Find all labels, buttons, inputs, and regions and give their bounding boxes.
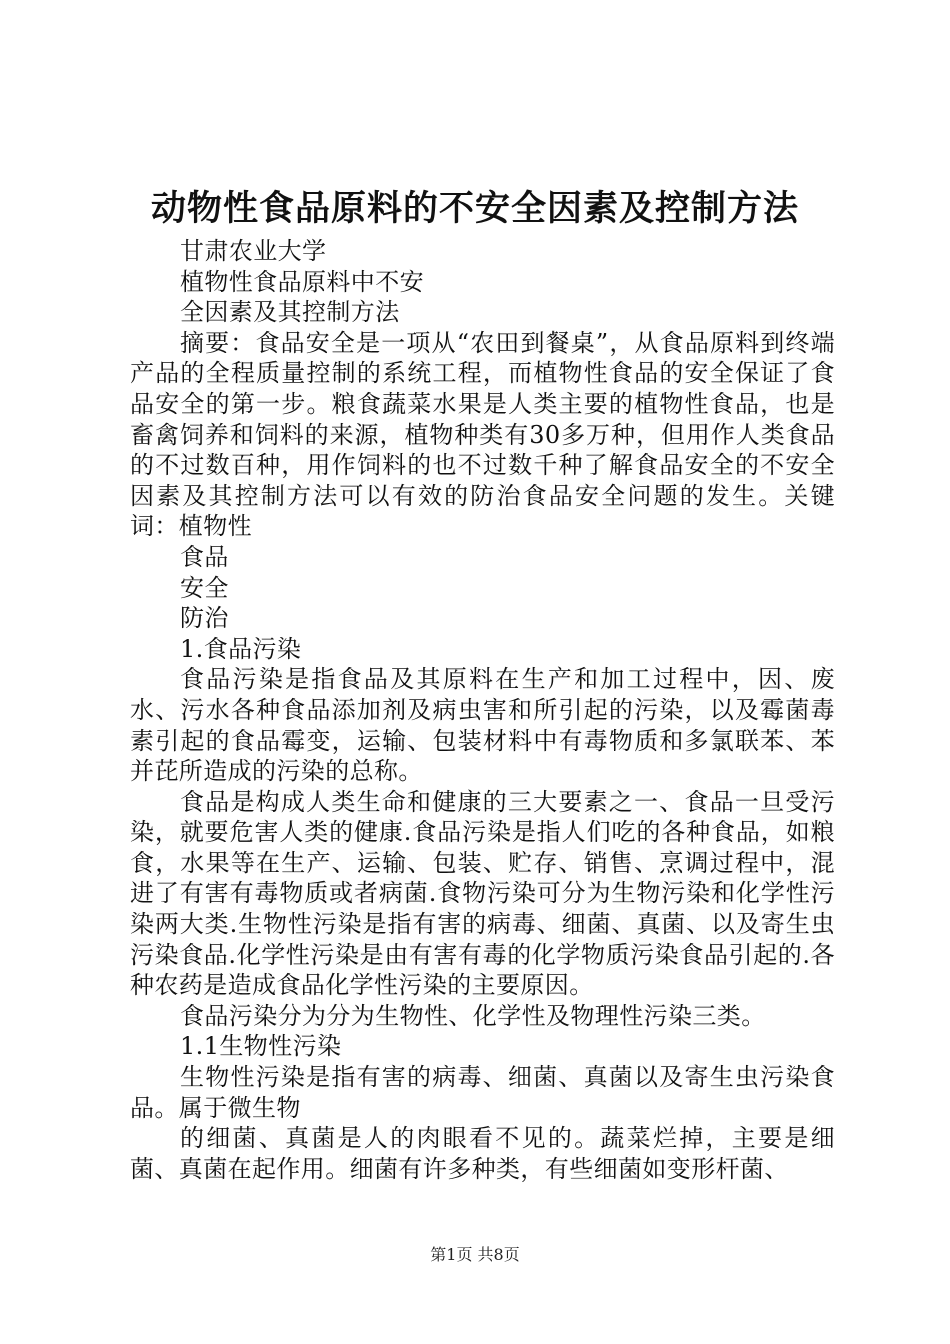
page-footer: 第1页 共8页 [430, 1245, 520, 1264]
keyword-safety: 安全 [180, 573, 229, 602]
section-1-paragraph-1: 食品污染是指食品及其原料在生产和加工过程中，因、废水、污水各种食品添加剂及病虫害和所引起的污染，以及霉菌毒素引起的食品霉变，运输、包装材料中有毒物质和多氯联苯、苯并芘所造成的污染的总称。 [130, 665, 835, 786]
subtitle-line-2: 全因素及其控制方法 [180, 298, 400, 327]
author-affiliation: 甘肃农业大学 [180, 237, 327, 265]
section-1-paragraph-2: 食品是构成人类生命和健康的三大要素之一、食品一旦受污染，就要危害人类的健康.食品污染是指人们吃的各种食品，如粮食，水果等在生产、运输、包装、贮存、销售、烹调过程中，混进了有害有毒物质或者病菌.食物污染可分为生物污染和化学性污染两大类.生物性污染是指有害的病毒、细菌、真菌、以及寄生虫污染食品.化学性污染是由有害有毒的化学物质污染食品引起的.各种农药是造成食品化学性污染的主要原因。 [130, 787, 835, 1000]
section-1-paragraph-3: 食品污染分为分为生物性、化学性及物理性污染三类。 [180, 1001, 766, 1030]
keyword-prevention: 防治 [180, 604, 229, 633]
keyword-food: 食品 [180, 542, 229, 571]
section-heading-1-1: 1.1生物性污染 [180, 1032, 342, 1061]
document-body [130, 236, 835, 1184]
section-1-1-paragraph-2: 的细菌、真菌是人的肉眼看不见的。蔬菜烂掉，主要是细菌、真菌在起作用。细菌有许多种类，有些细菌如变形杆菌、 [130, 1124, 835, 1183]
abstract-paragraph: 摘要：食品安全是一项从“农田到餐桌”，从食品原料到终端产品的全程质量控制的系统工程，而植物性食品的安全保证了食品安全的第一步。粮食蔬菜水果是人类主要的植物性食品，也是畜禽饲养和饲料的来源，植物种类有30多万种，但用作人类食品的不过数百种，用作饲料的也不过数千种了解食品安全的不安全因素及其控制方法可以有效的防治食品安全问题的发生。关键词：植物性 [130, 328, 835, 541]
section-1-1-paragraph-1: 生物性污染是指有害的病毒、细菌、真菌以及寄生虫污染食品。属于微生物 [130, 1063, 835, 1122]
section-heading-1: 1.食品污染 [180, 634, 302, 663]
document-title: 动物性食品原料的不安全因素及控制方法 [150, 189, 799, 229]
subtitle-line-1: 植物性食品原料中不安 [180, 267, 424, 296]
